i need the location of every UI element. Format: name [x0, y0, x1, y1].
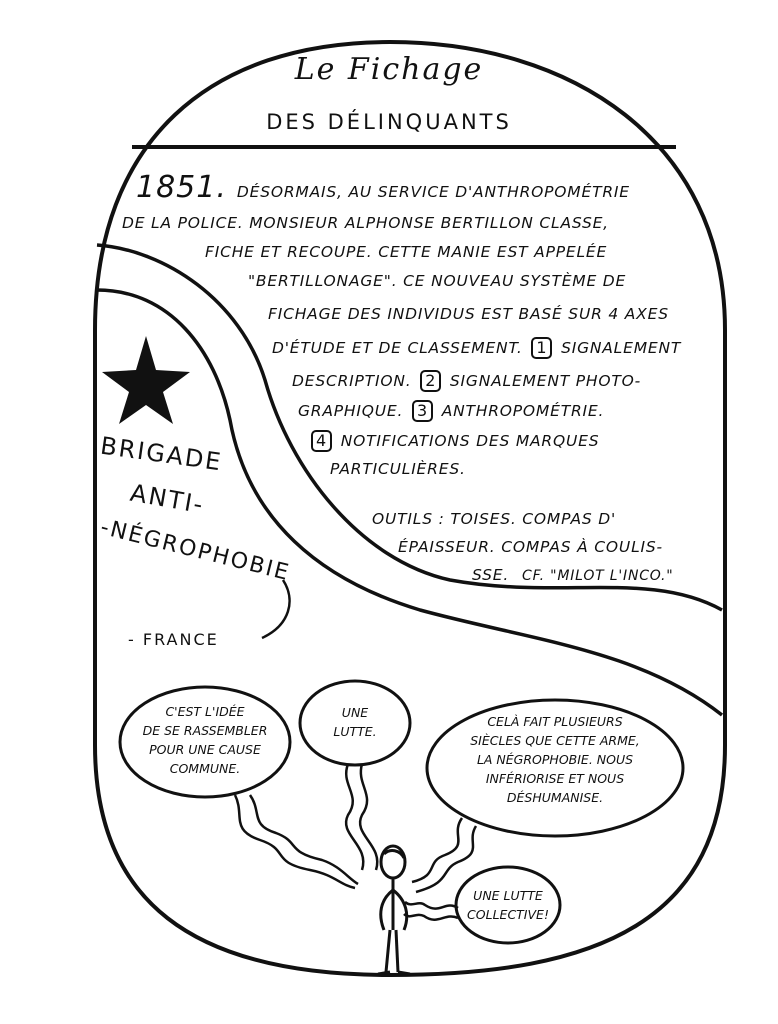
tools-line-2: ÉPAISSEUR. COMPAS À COULIS-	[398, 538, 663, 556]
narration-text-7: DESCRIPTION.	[292, 372, 412, 390]
reference-note: CF. "MILOT L'INCO."	[522, 568, 674, 584]
brigade-line-1: BRIGADE	[98, 431, 225, 477]
narration-line-2: DE LA POLICE. MONSIEUR ALPHONSE BERTILLON CLASSE,	[122, 214, 609, 232]
speech-tail-4b	[404, 914, 458, 920]
speech-tail-1	[235, 795, 355, 888]
tools-line-1: OUTILS : TOISES. COMPAS D'	[372, 510, 617, 528]
narration-year: 1851.	[136, 170, 227, 205]
narration-line-9	[308, 430, 599, 452]
brigade-line-4: - FRANCE	[128, 630, 219, 649]
narration-line-6	[272, 337, 681, 359]
brigade-bracket	[262, 580, 290, 638]
narration-text-6: D'ÉTUDE ET DE CLASSEMENT.	[272, 339, 523, 357]
bubble-1-line-4: COMMUNE.	[169, 761, 241, 776]
narration-line-10: PARTICULIÈRES.	[330, 460, 466, 478]
bubble-3-text	[430, 712, 680, 807]
narration-line-5: FICHAGE DES INDIVIDUS EST BASÉ SUR 4 AXES	[268, 305, 669, 323]
axis-number-1: 1	[531, 337, 552, 359]
bubble-3-line-5: DÉSHUMANISE.	[506, 790, 604, 805]
narration-line-3: FICHE ET RECOUPE. CETTE MANIE EST APPELÉE	[205, 243, 608, 261]
narration-line-7	[292, 370, 641, 392]
axis-label-3: ANTHROPOMÉTRIE.	[441, 402, 605, 420]
person-figure	[378, 846, 410, 974]
narration-text-8: GRAPHIQUE.	[298, 402, 404, 420]
axis-number-4: 4	[311, 430, 332, 452]
bubble-1-text	[120, 702, 290, 778]
speech-tail-3	[412, 818, 462, 882]
narration-text-1: DÉSORMAIS, AU SERVICE D'ANTHROPOMÉTRIE	[236, 183, 630, 201]
axis-label-2: SIGNALEMENT PHOTO-	[449, 372, 641, 390]
bubble-4-text	[460, 886, 556, 924]
speech-tail-1b	[250, 795, 358, 884]
star-icon	[102, 336, 190, 424]
bubble-4-line-2: COLLECTIVE!	[467, 907, 549, 922]
bubble-2-text	[305, 703, 405, 741]
brigade-line-3: -NÉGROPHOBIE	[97, 514, 293, 587]
axis-label-4: NOTIFICATIONS DES MARQUES	[340, 432, 600, 450]
narration-line-1	[136, 170, 630, 205]
narration-line-8	[298, 400, 604, 422]
brigade-line-2: ANTI-	[128, 478, 207, 520]
page-title: Le Fichage	[294, 52, 484, 87]
axis-number-2: 2	[420, 370, 441, 392]
bubble-3-line-4: INFÉRIORISE ET NOUS	[485, 771, 625, 786]
axis-number-3: 3	[412, 400, 433, 422]
page-subtitle: DES DÉLINQUANTS	[266, 110, 512, 134]
axis-label-1: SIGNALEMENT	[561, 339, 682, 357]
bubble-3-line-1: CELÀ FAIT PLUSIEURS	[487, 714, 623, 729]
speech-tail-4	[405, 902, 458, 909]
bubble-3-line-2: SIÈCLES QUE CETTE ARME,	[470, 733, 640, 748]
bubble-1-line-3: POUR UNE CAUSE	[149, 742, 261, 757]
bubble-1-line-2: DE SE RASSEMBLER	[142, 723, 268, 738]
bubble-2-line-2: LUTTE.	[333, 724, 377, 739]
bubble-2-line-1: UNE	[341, 705, 369, 720]
bubble-4-line-1: UNE LUTTE	[473, 888, 543, 903]
narration-line-4: "BERTILLONAGE". CE NOUVEAU SYSTÈME DE	[248, 272, 627, 290]
bubble-3-line-3: LA NÉGROPHOBIE. NOUS	[476, 752, 634, 767]
bubble-1-line-1: C'EST L'IDÉE	[165, 704, 245, 719]
tools-line-3: SSE.	[472, 566, 510, 584]
